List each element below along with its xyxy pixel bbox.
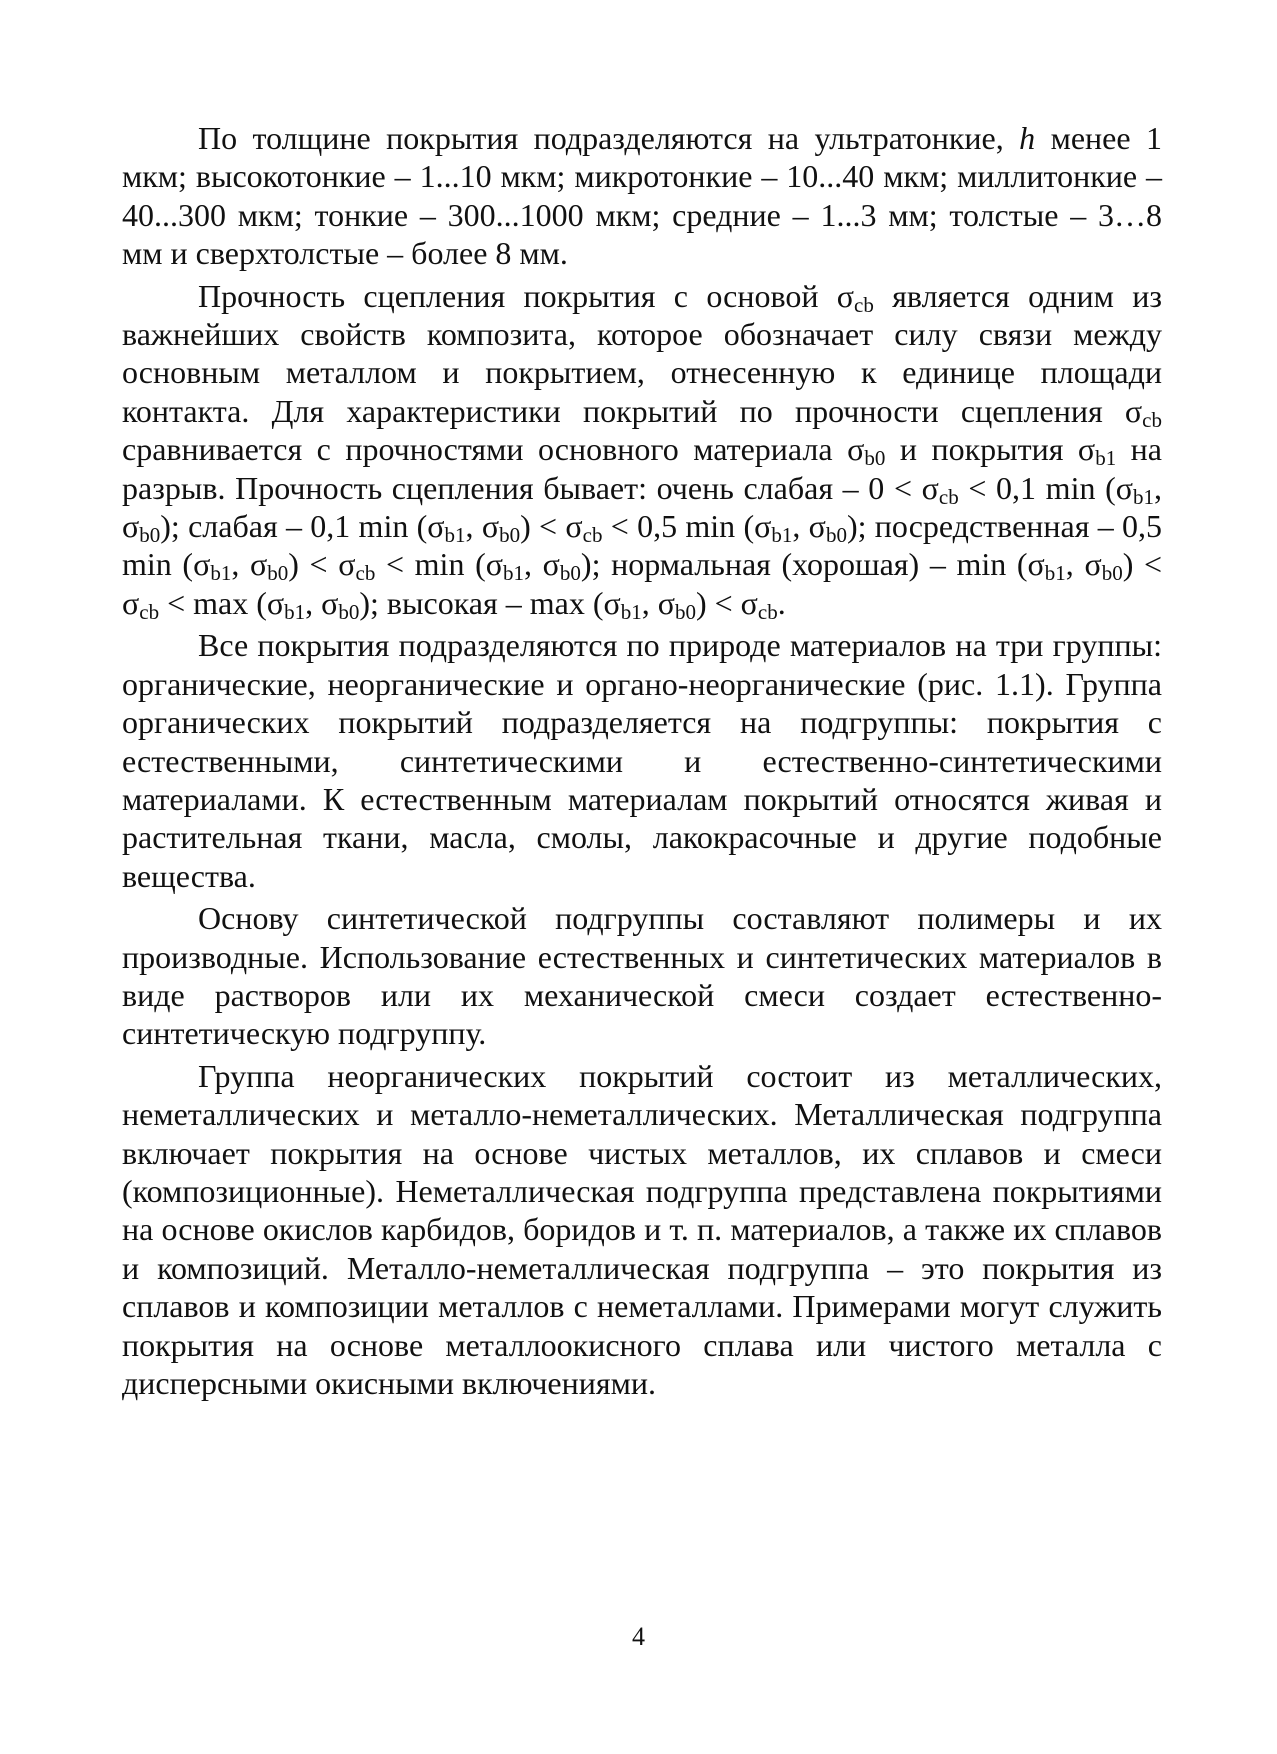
text-run: ) < σ <box>122 546 1163 621</box>
body-text <box>122 119 1162 1406</box>
text-run: сравнивается с прочностями основного материала σ <box>122 431 865 468</box>
paragraph-adhesion-strength <box>122 277 1162 623</box>
text-run: на разрыв. Прочность сцепления бывает: очень слабая – 0 < σ <box>122 431 1163 506</box>
paragraph-synthetic-subgroup <box>122 899 1162 1053</box>
subscript-text: b0 <box>825 523 847 548</box>
subscript-text: b0 <box>674 599 696 624</box>
text-run: ); высокая – max (σ <box>359 584 621 621</box>
subscript-text: b1 <box>444 523 466 548</box>
text-run: , σ <box>524 546 560 583</box>
subscript-text: cb <box>854 292 874 317</box>
text-run: является одним из важнейших свойств композита, которое обозначает силу связи между основным металлом и покрытием, отнесенную к единице площади контакта. Для характеристики покрытий по прочности сцепления σ <box>122 277 1163 429</box>
text-run: < 0,1 min (σ <box>958 469 1134 506</box>
subscript-text: b0 <box>499 523 521 548</box>
paragraph-coating-groups <box>122 626 1162 895</box>
subscript-text: b1 <box>210 561 232 586</box>
page-number: 4 <box>632 1622 645 1651</box>
text-run: Все покрытия подразделяются по природе материалов на три группы: органические, неорганические и органо-неорганические (рис. 1.1). Группа органических покрытий подразделяется на подгруппы: покрытия с естественными, синтетическими и естественно-синтетическими материалами. К естественным материалам покрытий относятся живая и растительная ткани, масла, смолы, лакокрасочные и другие подобные вещества. <box>122 627 1162 894</box>
text-run: Группа неорганических покрытий состоит из металлических, неметаллических и металло-неметаллических. Металлическая подгруппа включает покрытия на основе чистых металлов, их сплавов и смеси (композиционные). Неметаллическая подгруппа представлена покрытиями на основе окислов карбидов, боридов и т. п. материалов, а также их сплавов и композиций. Металло-неметаллическая подгруппа – это покрытия из сплавов и композиции металлов с неметаллами. Примерами могут служить покрытия на основе металлоокисного сплава или чистого металла с дисперсными окисными включениями. <box>122 1057 1162 1401</box>
subscript-text: cb <box>139 599 160 624</box>
subscript-text: b0 <box>267 561 289 586</box>
text-run: ); нормальная (хорошая) – min (σ <box>580 546 1045 583</box>
italic-text: h <box>1019 120 1036 156</box>
text-run: ) < σ <box>695 584 758 621</box>
text-run: По толщине покрытия подразделяются на ультратонкие, <box>198 120 1020 156</box>
paragraph-thickness-classes <box>122 119 1162 273</box>
text-run: , σ <box>465 508 500 545</box>
text-run: . <box>777 584 786 621</box>
text-run: , σ <box>641 584 675 621</box>
text-run: , σ <box>231 546 268 583</box>
subscript-text: b1 <box>503 561 524 586</box>
text-run: ) < σ <box>520 508 583 545</box>
subscript-text: b1 <box>1044 561 1066 586</box>
text-run: Прочность сцепления покрытия с основой σ <box>198 277 855 314</box>
text-run: , σ <box>122 469 1163 545</box>
subscript-text: b0 <box>139 523 161 548</box>
subscript-text: b0 <box>559 561 581 586</box>
subscript-text: cb <box>938 484 959 509</box>
subscript-text: b1 <box>620 599 642 624</box>
text-run: ) < σ <box>288 546 356 583</box>
subscript-text: b1 <box>771 523 793 548</box>
paragraph-inorganic-group <box>122 1057 1162 1403</box>
subscript-text: b0 <box>1101 561 1123 586</box>
subscript-text: b1 <box>1095 446 1117 471</box>
subscript-text: cb <box>355 561 376 586</box>
text-run: ); слабая – 0,1 min (σ <box>160 508 445 545</box>
text-run: ); посредственная – 0,5 min (σ <box>122 508 1163 583</box>
text-run: менее 1 мкм; высокотонкие – 1...10 мкм; микротонкие – 10...40 мкм; миллитонкие – 40...300 мкм; тонкие – 300...1000 мкм; средние – 1...3 мм; толстые – 3…8 мм и сверхтолстые – более 8 мм. <box>122 120 1163 272</box>
text-run: Основу синтетической подгруппы составляют полимеры и их производные. Использование естественных и синтетических материалов в виде растворов или их механической смеси создает естественно-синтетическую подгруппу. <box>122 900 1162 1052</box>
subscript-text: cb <box>757 599 778 624</box>
subscript-text: b1 <box>284 599 306 624</box>
text-run: < 0,5 min (σ <box>602 508 772 545</box>
text-run: , σ <box>792 508 826 545</box>
subscript-text: cb <box>1142 407 1162 432</box>
text-run: , σ <box>1065 546 1102 583</box>
text-run: < max (σ <box>159 584 285 621</box>
subscript-text: b1 <box>1133 484 1155 509</box>
subscript-text: b0 <box>864 446 886 471</box>
text-run: и покрытия σ <box>885 431 1096 468</box>
text-run: < min (σ <box>375 546 503 583</box>
subscript-text: cb <box>582 523 603 548</box>
subscript-text: b0 <box>338 599 360 624</box>
text-run: , σ <box>305 584 339 621</box>
